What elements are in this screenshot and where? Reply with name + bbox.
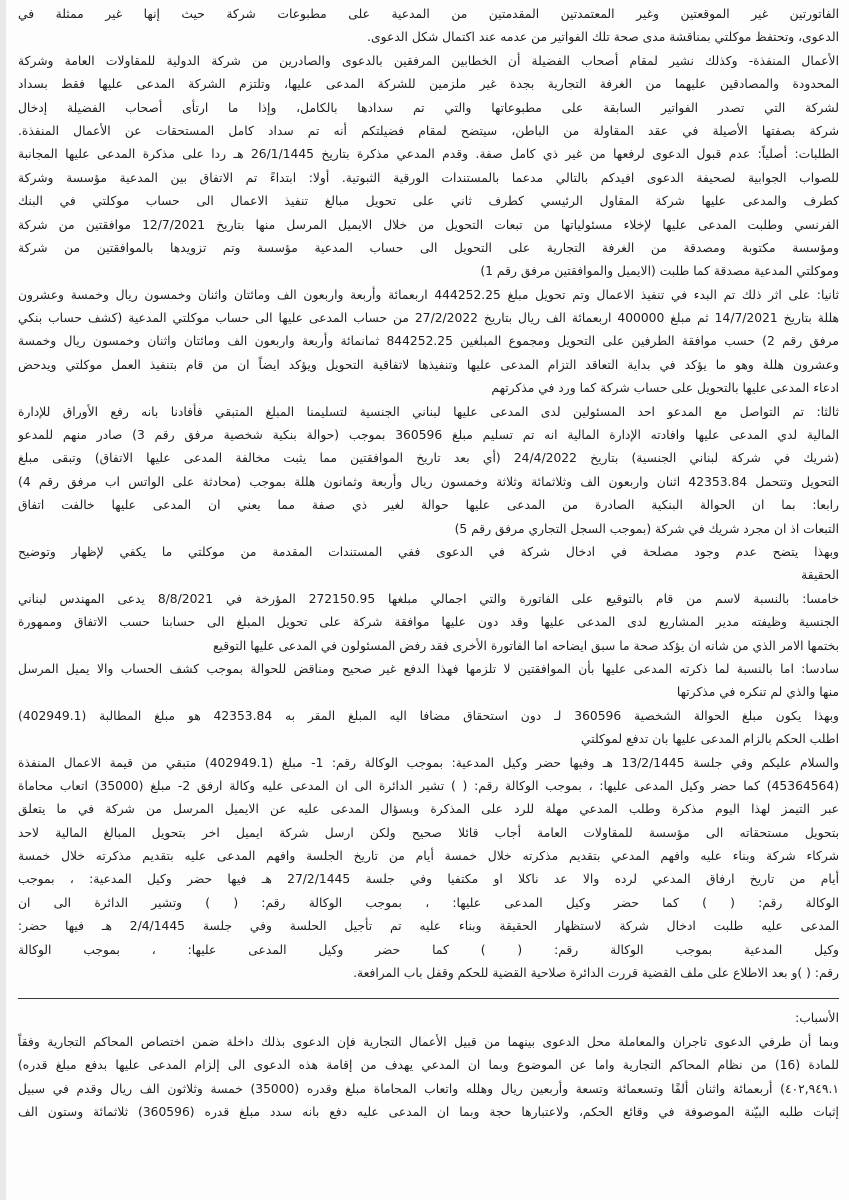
text-line: منها والذي لم تنكره في مذكرتها	[676, 685, 839, 700]
text-line: عبر التيمز لهذا اليوم مذكرة وطلب المدعي مهلة للرد على المذكرة وبسؤال المدعى عليه عن الايميل المرسل من شركة في ما يتعلق	[18, 802, 839, 817]
text-line: رقم: ( )و بعد الاطلاع على ملف القضية قررت الدائرة صلاحية القضية للحكم وقفل باب المرافعة.	[353, 966, 839, 981]
text-line: للصواب الجوابية لصحيفة الدعوى افيدكم بالتالي مدعما بالمستندات الورقية الثبوتية. أولا: ابتداءً تم الاتفاق بين المدعية مؤسسة وشركة	[18, 170, 839, 185]
text-line: التبعات اذ ان مجرد شريك في شركة (بموجب السجل التجاري مرفق رقم 5)	[454, 521, 839, 536]
text-line: الفاتورتين غير الموقعتين وغير المعتمدتين المقدمتين من المدعية على مطبوعات شركة حيث إنها غير ممثلة في	[18, 7, 839, 21]
text-line: أيام من تاريخ ارفاق المدعي لرده والا عد ناكلا او مكتفيا وفي جلسة 27/2/1445 هـ فيها حضر وكيل المدعية: ، بموجب	[18, 872, 839, 887]
text-line: ٤٠٢,٩٤٩.١) أربعمائة واثنان ألفًا وتسعمائة وتسعة وأربعين ريال وهلله واتعاب المحاماة مبلغ وقدره (35000) خمسة وثلاثون الف ريال وقدم في سبيل	[18, 1081, 839, 1096]
text-line: وبهذا يكون مبلغ الحوالة الشخصية 360596 لـ دون استحقاق مضافا اليه المبلغ المقر به 42353.84 هو مبلغ المطالبة (402949.1)	[18, 708, 839, 723]
text-line: المدعى عليه طلبت ادخال شركة لاستظهار الحقيقة وبناء عليه تم تأجيل الحلسة وفي جلسة 2/4/1445 هـ فيها حضر:	[18, 919, 839, 934]
text-line: وكيل المدعية بموجب الوكالة رقم: ( ) كما حضر وكيل المدعى عليها: ، بموجب الوكالة	[18, 942, 839, 957]
text-line: التحويل وتتحمل 42353.84 اثنان واربعون الف وثلاثمائة وثلاثة وخمسون ريال وأربعة وثمانون هللة بموجب (محادثة على الواتس اب مرفق رقم 4)	[18, 474, 839, 489]
text-line: مرفق رقم 2) حسب موافقة الطرفين على التحويل ومجموع المبلغين 844252.25 ثمانمائة وأربعة واربعون الف ومائتان واثنان وخمسون ريال وخمسة	[18, 334, 839, 349]
text-line: اطلب الحكم بالزام المدعى عليها بان تدفع لموكلتي	[581, 732, 839, 747]
text-line: ثالثا: تم التواصل مع المدعو احد المسئولين لدى المدعى عليها لبناني الجنسية لتسليمنا المبلغ المتبقي فأفادنا بانه رفع الأوراق للإدارة	[18, 404, 839, 419]
text-line: الطلبات: أصلياً: عدم قبول الدعوى لرفعها من غير ذي كامل صفة. وقدم المدعي مذكرة بتاريخ 26/1/1445 هـ ردا على مذكرة المدعى عليها المجانبة	[18, 147, 839, 162]
text-line: الأعمال المنفذة- وكذلك نشير لمقام أصحاب الفضيلة أن الخطابين المرفقين بالدعوى والصادرين من شركة الدولية للمقاولات العامة وشركة	[18, 53, 839, 68]
text-line: شركاء شركة وبناء عليه وافهم المدعي بتقديم مذكرته خلال خمسة أيام من تاريخ الجلسة وافهم المدعى عليه بتقديم مذكرته خلال خمسة	[18, 849, 839, 864]
text-line: شركة بصفتها الأصيلة في عقد المقاولة من الباطن، سيتضح لمقام فضيلتكم أنه تم سداد كامل المستحقات عن الأعمال المنفذة.	[18, 123, 839, 138]
text-line: هللة بتاريخ 14/7/2021 ثم مبلغ 400000 اربعمائة الف ريال بتاريخ 27/2/2022 من حساب المدعى عليها الى حساب موكلتي المدعية (كشف حساب بنكي	[18, 311, 839, 326]
text-line: الحقيقة	[801, 568, 839, 583]
text-line: (شريك في شركة لبناني الجنسية) بتاريخ 24/4/2022 (أي بعد تاريخ الموافقتين مما يثبت مخالفة المدعى عليها الاتفاق) وتبقى مبلغ	[18, 451, 839, 466]
text-line: رابعا: بما ان الحوالة البنكية الصادرة من المدعى عليها حوالة لغير ذي صفة مما يعني ان المدعى عليها خالفت اتفاق	[18, 498, 839, 513]
text-line: خامسا: بالنسبة لاسم من قام بالتوقيع على الفاتورة والتي اجمالي مبلغها 272150.95 المؤرخة في 8/8/2021 يدعى المهندس لبناني	[18, 591, 839, 606]
text-line: وبهذا يتضح عدم وجود مصلحة في ادخال شركة في الدعوى ففي المستندات المقدمة من موكلتي ما يكفي لإظهار وتوضيح	[18, 544, 839, 559]
text-line: بتحويل مستحقاته الى مؤسسة للمقاولات العامة أجاب قائلا صحيح ولكن ارسل شركة ايميل اخر بتحويل المبالغ المالية لاحد	[18, 825, 839, 840]
text-line: الجنسية وظيفته مدير المشاريع لدى المدعى عليها وقد دون عليها موافقة شركة على تحويل المبلغ الى حسابنا حسب الاتفاق وممهورة	[18, 615, 839, 630]
text-line: الوكالة رقم: ( ) كما حضر وكيل المدعى عليها: ، بموجب الوكالة رقم: ( ) وتشير الدائرة الى ان	[18, 895, 839, 910]
text-line: المحدودة والمصادقين عليهما من الغرفة التجارية بجدة غير ملزمين للشركة المدعى عليها، وتلتزم الشركة المدعى عليها فقط بسداد	[18, 77, 839, 92]
document-body-lower	[18, 1031, 839, 1125]
spacer	[18, 985, 839, 994]
section-divider	[18, 998, 839, 999]
document-page	[6, 0, 849, 1200]
text-line: وعشرون هللة وهو ما يؤكد في بداية التعاقد التزام المدعى عليها وتنفيذها لاتفاقية التحويل ويؤكد ايضاً ان من قام بتنفيذ العمل موكلتي ويدحض	[18, 357, 839, 372]
text-line: الفرنسي وطلبت المدعى عليها لإخلاء مسئولياتها من تبعات التحويل من خلال الايميل المرسل منها بتاريخ 12/7/2021 موافقتين من شركة	[18, 217, 839, 232]
text-line: لشركة التي تصدر الفواتير السابقة على مطبوعاتها والتي تم سدادها بالكامل، وإذا ما ارتأى أصحاب الفضيلة إدخال	[18, 100, 839, 115]
text-line: وبما أن طرفي الدعوى تاجران والمعاملة محل الدعوى بينهما من قبيل الأعمال التجارية فإن الدعوى بذلك داخلة ضمن اختصاص المحاكم التجارية وفقاً	[18, 1034, 839, 1049]
text-line: ادعاء المدعى عليها بالتحويل على حساب شركة كما ورد في مذكرتهم	[491, 381, 839, 396]
text-line: المالية لدي المدعى عليها وافادته الإدارة المالية انه تم تسليم مبلغ 360596 بموجب (حوالة بنكية شخصية مرفق رقم 3) صادر منهم للمدعو	[18, 428, 839, 443]
document-body-upper	[18, 3, 839, 985]
text-line: بختمها الامر الذي من شانه ان يؤكد صحة ما سبق ايضاحه اما الفاتورة الأخرى فقد رفض المسئولون في المدعى عليها التوقيع	[212, 638, 839, 653]
text-line: ومؤسسة مكتوبة ومصدقة من الغرفة التجارية على التحويل الى حساب المدعية مؤسسة وتم تزويدها بالموافقتين من شركة	[18, 240, 839, 255]
text-line: وموكلتي المدعية مصدقة كما طلبت (الايميل والموافقتين مرفق رقم 1)	[480, 264, 839, 279]
text-line: ثانيا: على اثر ذلك تم البدء في تنفيذ الاعمال وتم تحويل مبلغ 444252.25 اربعمائة وأربعة واربعون الف ومائتان واثنان وخمسون ريال وخمسة وعشرون	[18, 287, 839, 302]
text-line: كطرف والمدعى عليها شركة المقاول الرئيسي كطرف ثاني على تحويل مبالغ تنفيذ الاعمال الى حساب موكلتي في البنك	[18, 194, 839, 209]
text-line: إثبات طلبه البيّنة الموصوفة في وقائع الحكم، ولاعتبارها حجة وبما ان المدعى عليه دفع بانه سدد مبلغ قدره (360596) ثلاثمائة وستون الف	[18, 1104, 839, 1119]
text-line: الدعوى، وتحتفظ موكلتي بمناقشة مدى صحة تلك الفواتير من عدمه عند اكتمال شكل الدعوى.	[367, 30, 839, 45]
text-line: للمادة (16) من نظام المحاكم التجارية واما عن الموضوع وبما ان المدعي يهدف من إقامة هذه الدعوى الى إلزام المدعى عليها بدفع مبلغ قدره)	[18, 1058, 839, 1073]
text-line: سادسا: اما بالنسبة لما ذكرته المدعى عليها بأن الموافقتين لا تلزمها فهذا الدفع غير صحيح ومناقض للحوالة بموجب كشف الحساب والا يميل المرسل	[18, 661, 839, 676]
text-line: (45364564) كما حضر وكيل المدعى عليها: ، بموجب الوكالة رقم: ( ) تشير الدائرة الى ان المدعى عليه وكالة ارفق 2- مبلغ (35000) اتعاب محاماة	[18, 778, 839, 793]
text-line: والسلام عليكم وفي جلسة 13/2/1445 هـ وفيها حضر وكيل المدعية: بموجب الوكالة رقم: 1- مبلغ (402949.1) متبقي من قيمة الاعمال المنفذة	[18, 755, 839, 770]
reasons-heading: الأسباب:	[795, 1011, 839, 1026]
